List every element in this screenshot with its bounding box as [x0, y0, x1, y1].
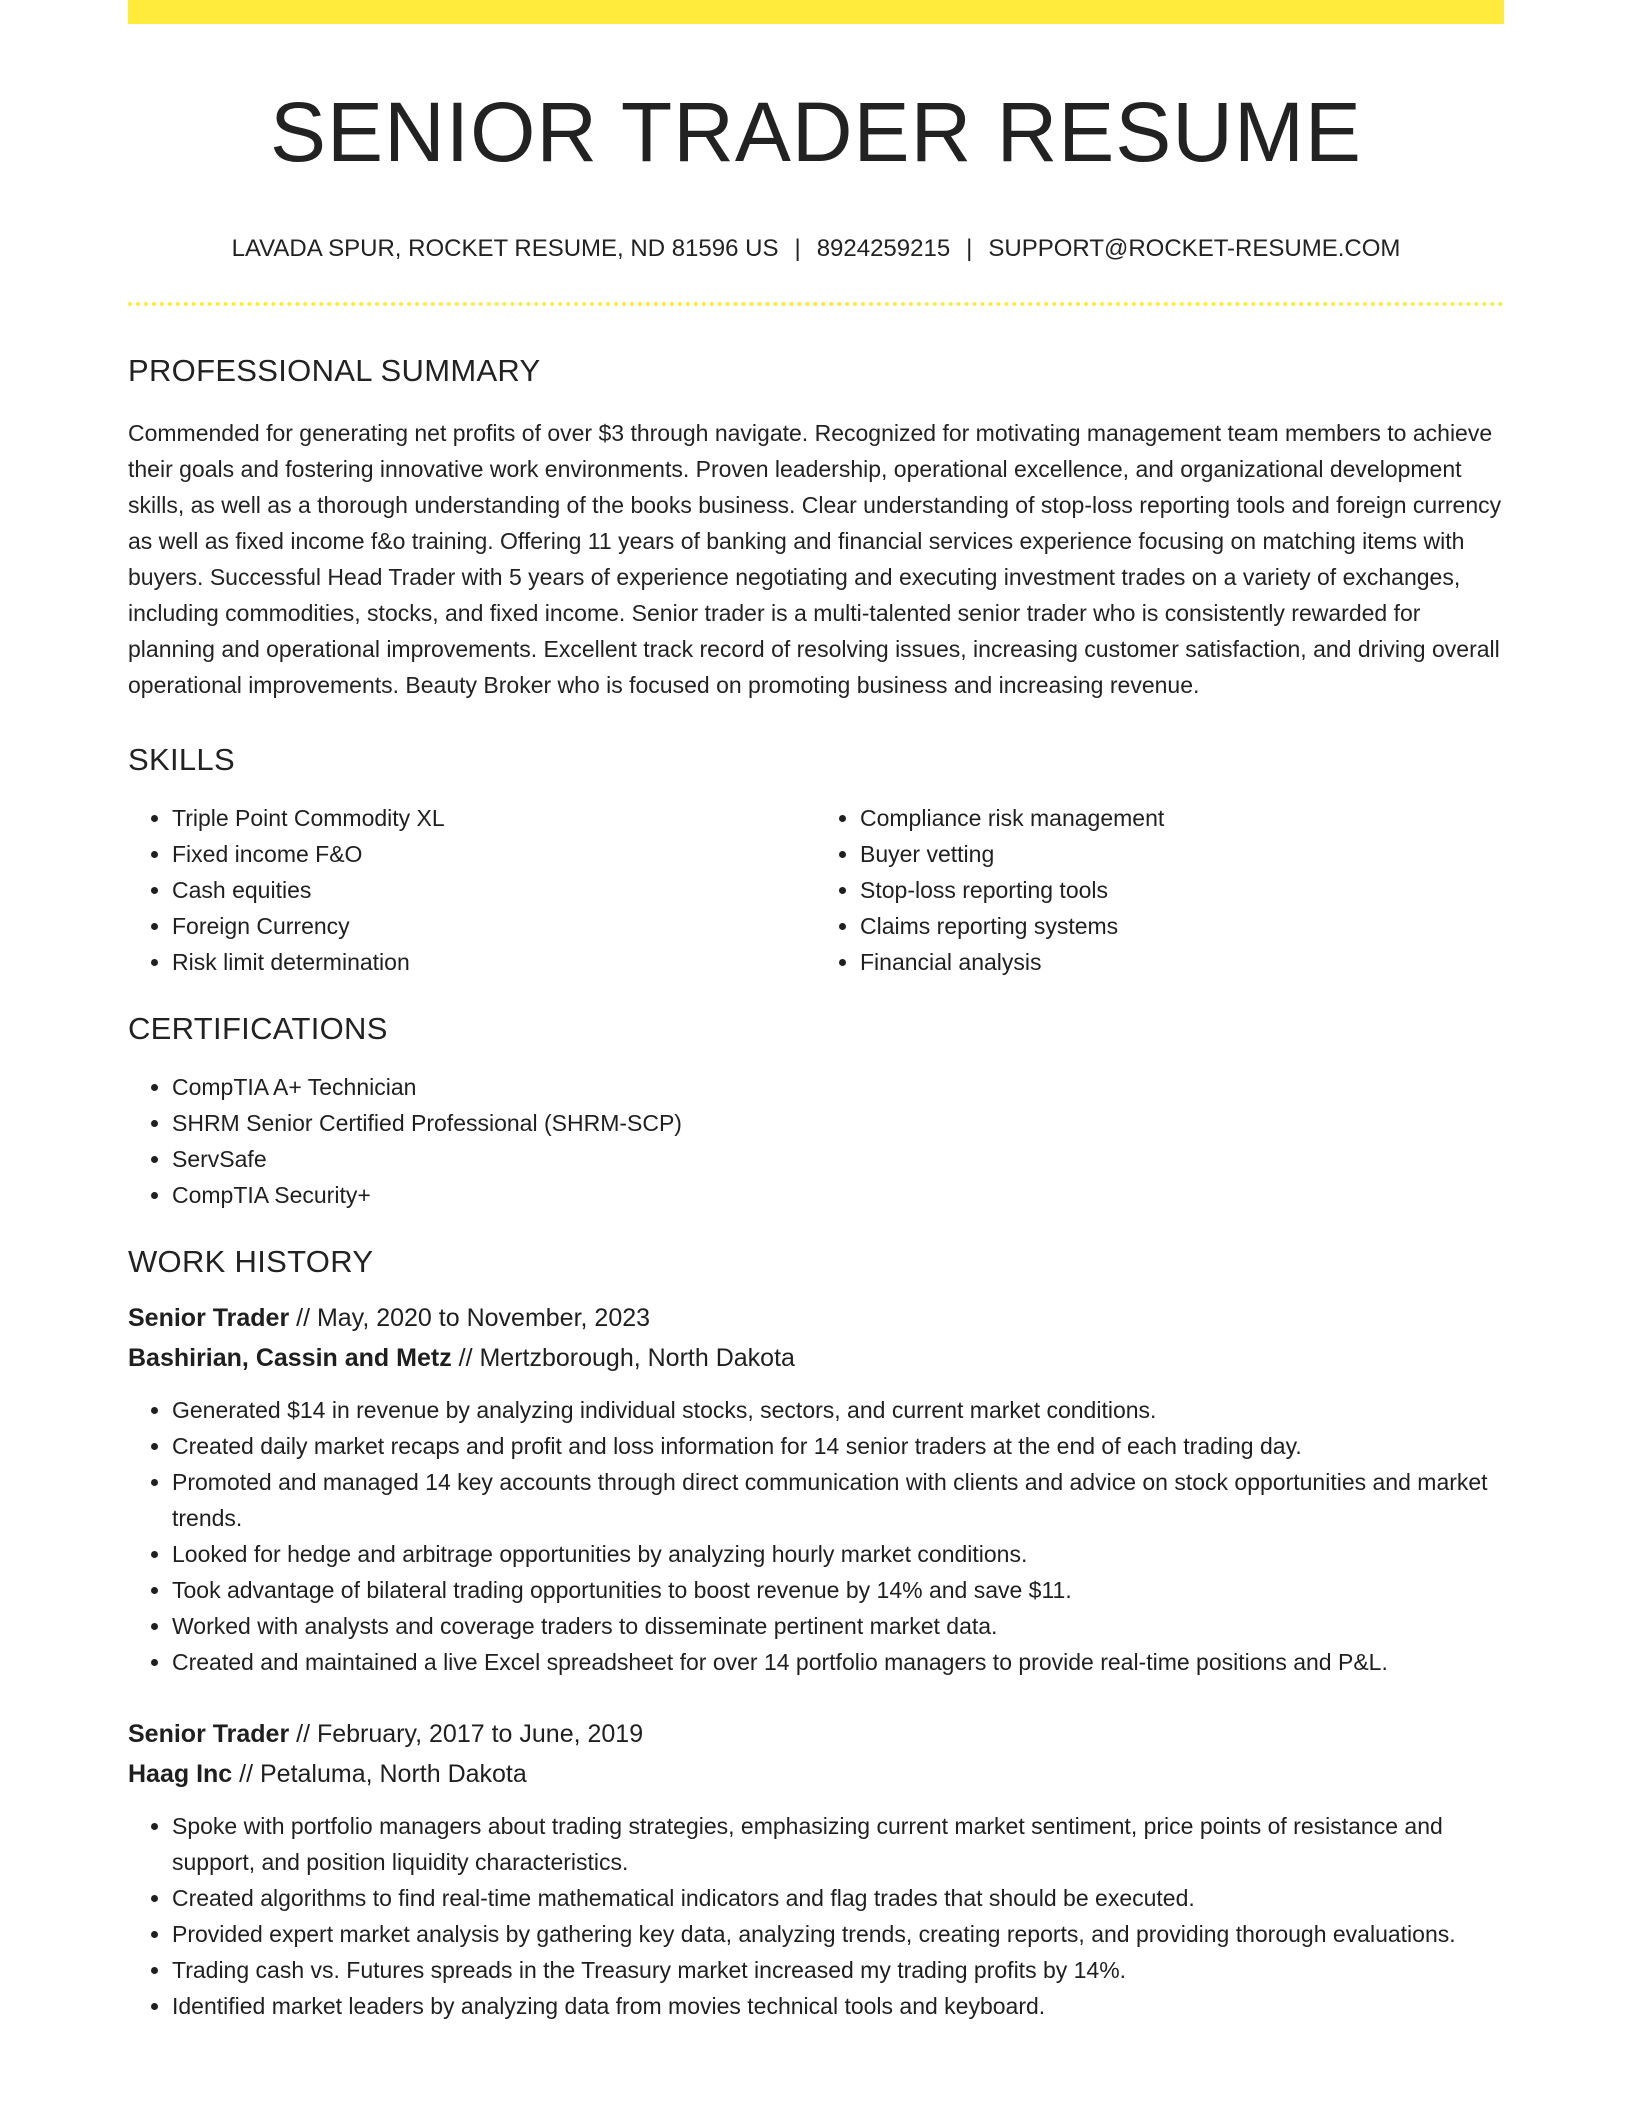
job-title: Senior Trader [128, 1720, 290, 1749]
job-company: Bashirian, Cassin and Metz [128, 1344, 452, 1373]
skill-item: • Compliance risk management [860, 800, 1504, 836]
contact-separator: | [966, 234, 973, 262]
skill-item: • Claims reporting systems [860, 908, 1504, 944]
contact-line [128, 235, 1504, 264]
certifications-list [128, 1069, 1504, 1213]
certifications-section [128, 1010, 1504, 1213]
summary-paragraph: Commended for generating net profits of over $3 through navigate. Recognized for motivating management team members to achieve their goals and fostering innovative work environments. Proven leadership, operational excellence, and organizational development skills, as well as a thorough understanding of the books business. Clear understanding of stop-loss reporting tools and foreign currency as well as fixed income f&o training. Offering 11 years of banking and financial services experience focusing on matching items with buyers. Successful Head Trader with 5 years of experience negotiating and executing investment trades on a variety of exchanges, including commodities, stocks, and fixed income. Senior trader is a multi-talented senior trader who is consistently rewarded for planning and operational improvements. Excellent track record of resolving issues, increasing customer satisfaction, and driving overall operational improvements. Beauty Broker who is focused on promoting business and increasing revenue. [128, 419, 1502, 698]
job-bullet: • Took advantage of bilateral trading opportunities to boost revenue by 14% and save $11. [172, 1572, 1504, 1608]
certification-item: • CompTIA A+ Technician [172, 1069, 1504, 1105]
section-heading-certifications: CERTIFICATIONS [128, 1010, 388, 1046]
job-bullet: • Created and maintained a live Excel spreadsheet for over 14 portfolio managers to provide real-time positions and P&L. [172, 1644, 1504, 1680]
job-location: // Mertzborough, North Dakota [451, 1344, 795, 1373]
job-bullets [128, 1808, 1504, 2024]
skills-list-left [128, 800, 816, 980]
work-history-section [128, 1243, 1504, 2024]
section-heading-skills: SKILLS [128, 741, 235, 777]
job-dates: // May, 2020 to November, 2023 [289, 1304, 651, 1333]
skill-item: • Fixed income F&O [172, 836, 816, 872]
top-accent-bar [128, 0, 1504, 24]
dotted-divider [128, 302, 1504, 306]
job-bullet: • Promoted and managed 14 key accounts through direct communication with clients and advice on stock opportunities and market trends. [172, 1464, 1504, 1536]
certification-item: • CompTIA Security+ [172, 1177, 1504, 1213]
job-bullet: • Trading cash vs. Futures spreads in the Treasury market increased my trading profits by 14%. [172, 1952, 1504, 1988]
section-heading-summary: PROFESSIONAL SUMMARY [128, 352, 541, 388]
contact-phone: 8924259215 [816, 234, 951, 262]
job-location: // Petaluma, North Dakota [232, 1760, 527, 1789]
job-title-line [128, 1298, 1504, 1338]
skill-item: • Stop-loss reporting tools [860, 872, 1504, 908]
skill-item: • Financial analysis [860, 944, 1504, 980]
skills-section [128, 741, 1504, 980]
skill-item: • Triple Point Commodity XL [172, 800, 816, 836]
professional-summary-section [128, 352, 1504, 703]
skill-item: • Buyer vetting [860, 836, 1504, 872]
resume-page [128, 0, 1504, 2024]
job-bullet: • Created daily market recaps and profit and loss information for 14 senior traders at the end of each trading day. [172, 1428, 1504, 1464]
skill-item: • Cash equities [172, 872, 816, 908]
job-company: Haag Inc [128, 1760, 233, 1789]
job-company-line [128, 1754, 1504, 1794]
skills-list-right [816, 800, 1504, 980]
section-heading-work-history: WORK HISTORY [128, 1244, 374, 1280]
job-bullet: • Spoke with portfolio managers about trading strategies, emphasizing current market sentiment, price points of resistance and support, and position liquidity characteristics. [172, 1808, 1504, 1880]
job-dates: // February, 2017 to June, 2019 [289, 1720, 644, 1749]
skill-item: • Foreign Currency [172, 908, 816, 944]
job-bullet: • Created algorithms to find real-time mathematical indicators and flag trades that should be executed. [172, 1880, 1504, 1916]
resume-title: SENIOR TRADER RESUME [270, 85, 1362, 179]
job-company-line [128, 1338, 1504, 1378]
contact-address: LAVADA SPUR, ROCKET RESUME, ND 81596 US [231, 234, 779, 262]
job-bullet: • Looked for hedge and arbitrage opportunities by analyzing hourly market conditions. [172, 1536, 1504, 1572]
contact-email: SUPPORT@ROCKET-RESUME.COM [988, 234, 1401, 262]
certification-item: • SHRM Senior Certified Professional (SHRM-SCP) [172, 1105, 1504, 1141]
contact-separator: | [794, 234, 801, 262]
job-entry [128, 1714, 1504, 2024]
skill-item: • Risk limit determination [172, 944, 816, 980]
certification-item: • ServSafe [172, 1141, 1504, 1177]
skills-grid [128, 778, 1504, 980]
job-bullet: • Identified market leaders by analyzing data from movies technical tools and keyboard. [172, 1988, 1504, 2024]
job-bullet: • Generated $14 in revenue by analyzing individual stocks, sectors, and current market conditions. [172, 1392, 1504, 1428]
job-bullet: • Provided expert market analysis by gathering key data, analyzing trends, creating reports, and providing thorough evaluations. [172, 1916, 1504, 1952]
job-bullet: • Worked with analysts and coverage traders to disseminate pertinent market data. [172, 1608, 1504, 1644]
job-bullets [128, 1392, 1504, 1680]
job-title-line [128, 1714, 1504, 1754]
job-title: Senior Trader [128, 1304, 290, 1333]
job-entry [128, 1298, 1504, 1680]
